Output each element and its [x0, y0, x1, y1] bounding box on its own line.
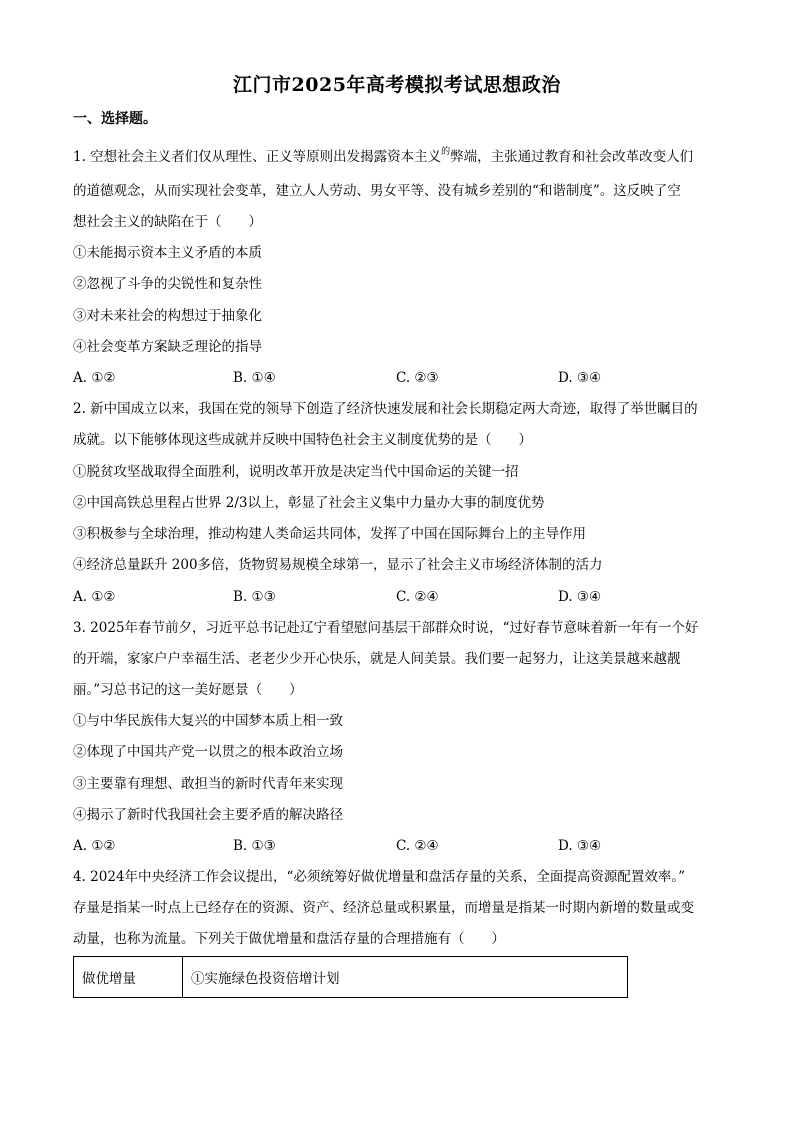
- table-row: [74, 957, 628, 998]
- q3-option-c[interactable]: C. ②④: [396, 838, 439, 854]
- q3-option-a[interactable]: A. ①②: [73, 838, 116, 854]
- q3-item-4: ④揭示了新时代我国社会主要矛盾的解决路径: [73, 807, 343, 823]
- q3-item-1: ①与中华民族伟大复兴的中国梦本质上相一致: [73, 713, 343, 729]
- q1-option-c[interactable]: C. ②③: [396, 370, 439, 386]
- section-heading: 一、选择题。: [73, 111, 157, 127]
- q2-option-c[interactable]: C. ②④: [396, 589, 439, 605]
- q2-option-d[interactable]: D. ③④: [558, 589, 602, 605]
- q4-table-header-cell: 做优增量: [74, 957, 183, 998]
- q1-superscript: 的: [441, 147, 451, 157]
- q2-item-3: ③积极参与全球治理，推动构建人类命运共同体，发挥了中国在国际舞台上的主导作用: [73, 526, 586, 542]
- q1-stem-line-3: 想社会主义的缺陷在于（ ）: [73, 214, 262, 230]
- q2-item-1: ①脱贫攻坚战取得全面胜利，说明改革开放是决定当代中国命运的关键一招: [73, 464, 519, 480]
- q4-stem-line-2: 存量是指某一时点上已经存在的资源、资产、经济总量或积累量，而增量是指某一时期内新增的数量或变: [73, 900, 694, 916]
- q4-stem-line-1: 4. 2024年中央经济工作会议提出，“必须统筹好做优增量和盘活存量的关系，全面提高资源配置效率。”: [73, 869, 686, 885]
- q1-stem-line-2: 的道德观念，从而实现社会变革，建立人人劳动、男女平等、没有城乡差别的“和谐制度”。这反映了空: [73, 183, 681, 199]
- q1-option-a[interactable]: A. ①②: [73, 370, 116, 386]
- q2-item-4: ④经济总量跃升 200多倍，货物贸易规模全球第一，显示了社会主义市场经济体制的活力: [73, 557, 603, 573]
- document-title: 江门市2025年高考模拟考试思想政治: [233, 74, 561, 96]
- q2-option-a[interactable]: A. ①②: [73, 589, 116, 605]
- q3-option-d[interactable]: D. ③④: [558, 838, 602, 854]
- q3-stem-line-1: 3. 2025年春节前夕，习近平总书记赴辽宁看望慰问基层干部群众时说，“过好春节意味着新一年有一个好: [73, 620, 699, 636]
- q2-option-b[interactable]: B. ①③: [233, 589, 276, 605]
- q1-item-1: ①未能揭示资本主义矛盾的本质: [73, 245, 262, 261]
- q4-stem-line-3: 动量，也称为流量。下列关于做优增量和盘活存量的合理措施有（ ）: [73, 931, 505, 947]
- q1-stem-line-1: 1. 空想社会主义者们仅从理性、正义等原则出发揭露资本主义$^的$弊端，主张通过教育和社会改革改变人们: [73, 147, 694, 165]
- q3-stem-line-3: 丽。”习总书记的这一美好愿景（ ）: [73, 682, 303, 698]
- q4-table-value-cell: ①实施绿色投资倍增计划: [183, 957, 628, 998]
- q1-item-4: ④社会变革方案缺乏理论的指导: [73, 339, 262, 355]
- q2-item-2: ②中国高铁总里程占世界 2/3以上，彰显了社会主义集中力量办大事的制度优势: [73, 495, 545, 511]
- q3-item-3: ③主要靠有理想、敢担当的新时代青年来实现: [73, 776, 343, 792]
- q3-item-2: ②体现了中国共产党一以贯之的根本政治立场: [73, 744, 343, 760]
- q3-stem-line-2: 的开端，家家户户幸福生活、老老少少开心快乐，就是人间美景。我们要一起努力，让这美景越来越靓: [73, 651, 681, 667]
- q1-option-d[interactable]: D. ③④: [558, 370, 602, 386]
- q1-item-3: ③对未来社会的构想过于抽象化: [73, 308, 262, 324]
- q2-stem-line-2: 成就。以下能够体现这些成就并反映中国特色社会主义制度优势的是（ ）: [73, 432, 532, 448]
- q1-option-b[interactable]: B. ①④: [233, 370, 276, 386]
- q1-item-2: ②忽视了斗争的尖锐性和复杂性: [73, 276, 262, 292]
- q2-stem-line-1: 2. 新中国成立以来，我国在党的领导下创造了经济快速发展和社会长期稳定两大奇迹，取得了举世瞩目的: [73, 401, 698, 417]
- q3-option-b[interactable]: B. ①③: [233, 838, 276, 854]
- q4-table: [73, 956, 628, 998]
